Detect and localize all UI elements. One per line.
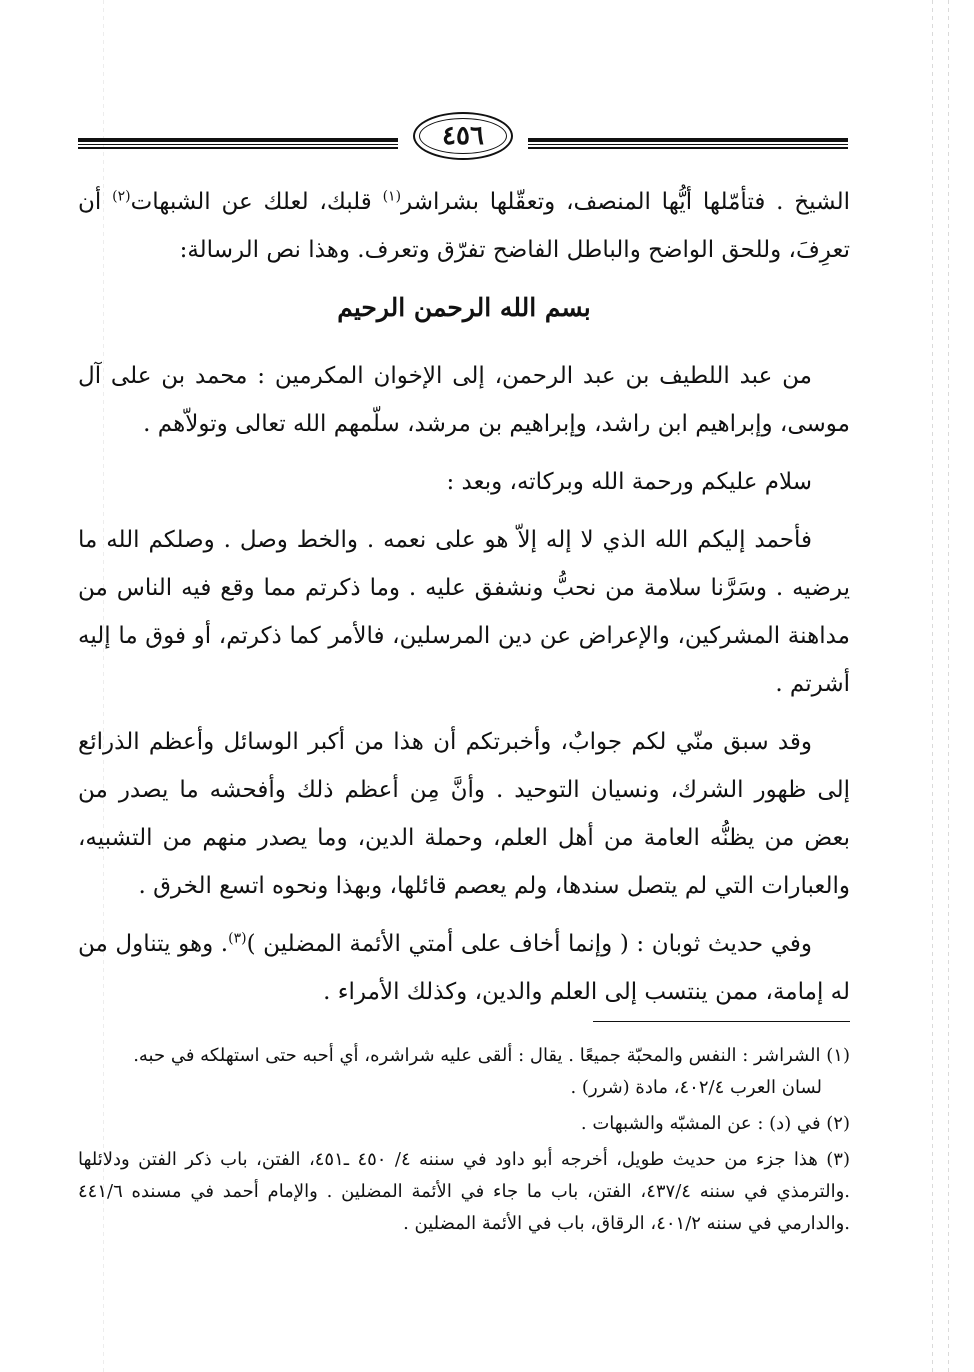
paragraph-intro: الشيخ . فتأمّلها أيُّها المنصف، وتعقّلها بشراشر$^{(١)}$ قلبك، لعلك عن الشبهات$^{(٢)}$ أن تعرِفَ، وللحق الواضح والباطل الفاضح تفرّق وتعرف. وهذا نص الرسالة: (78, 188, 850, 263)
page-header (78, 108, 848, 168)
header-rule-right (528, 138, 848, 149)
footnote-ref-3[interactable]: (٣) (228, 930, 247, 947)
footnotes-section (78, 1040, 850, 1244)
paragraph-greeting: سلام عليكم ورحمة الله وبركاته، وبعد : (446, 469, 812, 495)
paragraph-answer: وقد سبق منّي لكم جوابٌ، وأخبرتكم أن هذا من أكبر الوسائل وأعظم الذرائع إلى ظهور الشرك، ونسيان التوحيد . وأنَّ مِن أعظم ذلك وأفحشه ما يصدر من بعض من يظنُّه العامة من أهل العلم، وحملة الدين، وما يصدر منهم من التشبيه، والعبارات التي لم يتصل سندها، ولم يعصم قائلها، وبهذا ونحوه اتسع الخرق . (78, 729, 850, 899)
main-text (78, 178, 850, 1026)
footnote-2: (٢) في (د) : عن المشبّه والشبهات . (580, 1113, 850, 1134)
paragraph-hadith: وفي حديث ثوبان : ( وإنما أخاف على أمتي الأئمة المضلين )$^{(٣)}$. وهو يتناول من له إمامة، ممن ينتسب إلى العلم والدين، وكذلك الأمراء . (78, 930, 850, 1005)
paragraph-salutation: من عبد اللطيف بن عبد الرحمن، إلى الإخوان المكرمين : محمد بن على آل موسى، وإبراهيم ابن راشد، وإبراهيم بن مرشد، سلّمهم الله تعالى وتولاّهم . (78, 363, 850, 437)
footnote-separator (593, 1021, 850, 1022)
basmala-heading: بسم الله الرحمن الرحيم (337, 293, 591, 322)
footnote-3: (٣) هذا جزء من حديث طويل، أخرجه أبو داود في سننه ٤/ ٤٥٠ ـ٤٥١، الفتن، باب ذكر الفتن ودلائلها .والترمذي في سننه ٤٣٧/٤، الفتن، باب ما جاء في الأئمة المضلين . والإمام أحمد في مسنده ٤٤١/٦ .والدارمي في سننه ٤٠١/٢، الرقاق، باب في الأئمة المضلين . (78, 1149, 851, 1234)
footnote-ref-1[interactable]: (١) (382, 188, 402, 205)
scan-artifact (932, 0, 933, 1372)
page-number: ٤٥٦ (413, 112, 513, 160)
footnote-ref-2[interactable]: (٢) (112, 188, 131, 205)
footnote-1: (١) الشراشر : النفس والمحبّة جميعًا . يقال : ألقى عليه شراشره، أي أحبه حتى استهلكه في حبه. لسان العرب ٤٠٢/٤، مادة (شرر) . (133, 1045, 850, 1098)
scan-artifact (948, 0, 949, 1372)
header-rule-left (78, 138, 398, 149)
paragraph-praise: فأحمد إليكم الله الذي لا إله إلاّ هو على نعمه . والخط وصل . وصلكم الله ما يرضيه . وسَرَّنا سلامة من نحبُّ ونشفق عليه . وما ذكرتم مما وقع فيه الناس من مداهنة المشركين، والإعراض عن دين المرسلين، فالأمر كما ذكرتم، أو فوق ما إليه أشرتم . (78, 527, 850, 697)
